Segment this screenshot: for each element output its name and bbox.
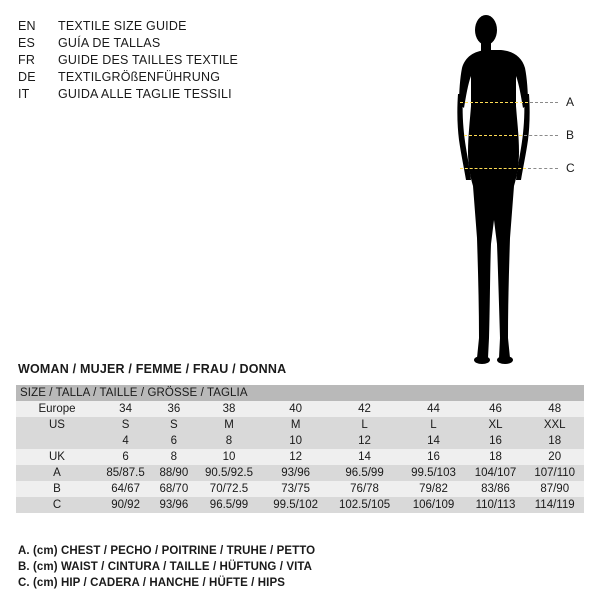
waist-leader-line [524, 135, 558, 136]
cell: 99.5/103 [411, 467, 456, 479]
cell: 6 [170, 435, 178, 447]
footnote-waist: B. (cm) WAIST / CINTURA / TAILLE / HÜFTUNG / VITA [18, 561, 313, 573]
language-row [18, 69, 318, 86]
cell: 93/96 [281, 467, 310, 479]
table-row [16, 417, 584, 433]
cell: 106/109 [412, 499, 455, 511]
cell: XL [488, 419, 503, 431]
cell: 12 [289, 451, 303, 463]
cell: 4 [122, 435, 129, 447]
measure-label-a: A [566, 95, 575, 109]
table-row [16, 401, 584, 417]
cell: 85/87.5 [106, 467, 145, 479]
language-row [18, 18, 318, 35]
language-code: FR [18, 53, 36, 67]
table-row [16, 449, 584, 465]
cell: 16 [489, 435, 502, 447]
table-row [16, 497, 584, 513]
cell: L [430, 419, 437, 431]
section-title: WOMAN / MUJER / FEMME / FRAU / DONNA [18, 362, 287, 376]
cell: L [361, 419, 368, 431]
language-title: GUIDE DES TAILLES TEXTILE [58, 53, 239, 67]
measure-label-c: C [566, 161, 575, 175]
chest-leader-line [530, 102, 558, 103]
cell: M [290, 419, 301, 431]
cell: 42 [358, 403, 371, 415]
cell: 76/78 [350, 483, 379, 495]
language-title: GUIDA ALLE TAGLIE TESSILI [58, 87, 232, 101]
hip-measure-line [460, 168, 526, 169]
cell: 10 [289, 435, 303, 447]
language-code: EN [18, 19, 36, 33]
cell: 8 [170, 451, 178, 463]
cell: 18 [489, 451, 502, 463]
cell: 46 [489, 403, 502, 415]
cell: 48 [548, 403, 562, 415]
cell: 88/90 [159, 467, 189, 479]
cell: XXL [543, 419, 566, 431]
language-row [18, 86, 318, 103]
cell: 104/107 [474, 467, 517, 479]
footnote-hip: C. (cm) HIP / CADERA / HANCHE / HÜFTE / HIPS [18, 577, 286, 589]
cell: 34 [119, 403, 132, 415]
table-row [16, 465, 584, 481]
row-label [16, 433, 98, 449]
cell: 64/67 [111, 483, 140, 495]
cell: 90/92 [111, 499, 140, 511]
table-header-label: SIZE / TALLA / TAILLE / GRÖSSE / TAGLIA [20, 387, 248, 399]
row-label: UK [49, 451, 65, 463]
cell: S [170, 419, 178, 431]
size-table [16, 385, 584, 513]
footnote-chest: A. (cm) CHEST / PECHO / POITRINE / TRUHE / PETTO [18, 545, 316, 557]
footnotes-block [18, 543, 578, 591]
language-title: TEXTILE SIZE GUIDE [58, 19, 187, 33]
cell: 110/113 [475, 499, 516, 511]
female-body-icon [430, 8, 590, 378]
cell: 6 [122, 451, 129, 463]
cell: 16 [427, 451, 440, 463]
chest-measure-line [460, 102, 528, 103]
cell: 96.5/99 [345, 467, 384, 479]
row-label: US [49, 419, 65, 431]
cell: 8 [225, 435, 233, 447]
row-label: C [52, 499, 62, 511]
cell: 102.5/105 [338, 499, 391, 511]
language-code: IT [18, 87, 30, 101]
table-row [16, 433, 584, 449]
cell: 12 [358, 435, 371, 447]
cell: 70/72.5 [209, 483, 249, 495]
cell: 40 [289, 403, 303, 415]
language-row [18, 35, 318, 52]
cell: 96.5/99 [209, 499, 249, 511]
size-table-wrapper [16, 385, 584, 513]
hip-leader-line [528, 168, 558, 169]
cell: M [224, 419, 234, 431]
cell: 38 [222, 403, 236, 415]
language-title: GUÍA DE TALLAS [58, 36, 161, 50]
cell: 114/119 [534, 499, 575, 511]
measure-label-b: B [566, 128, 575, 142]
table-row [16, 481, 584, 497]
language-code: ES [18, 36, 36, 50]
cell: 73/75 [281, 483, 310, 495]
cell: S [121, 419, 130, 431]
cell: 99.5/102 [273, 499, 318, 511]
cell: 68/70 [159, 483, 189, 495]
row-label: A [53, 467, 61, 479]
row-label: Europe [38, 403, 76, 415]
cell: 10 [222, 451, 236, 463]
cell: 44 [427, 403, 440, 415]
cell: 93/96 [159, 499, 189, 511]
cell: 83/86 [481, 483, 510, 495]
cell: 87/90 [540, 483, 570, 495]
language-code: DE [18, 70, 36, 84]
female-silhouette-figure [430, 8, 590, 378]
row-label: B [53, 483, 61, 495]
waist-measure-line [464, 135, 522, 136]
language-header-block [18, 18, 318, 103]
language-title: TEXTILGRÖßENFÜHRUNG [58, 70, 221, 84]
cell: 14 [358, 451, 371, 463]
cell: 14 [427, 435, 440, 447]
cell: 107/110 [534, 467, 576, 479]
table-header-row [16, 385, 584, 401]
cell: 18 [548, 435, 562, 447]
cell: 79/82 [419, 483, 448, 495]
cell: 36 [167, 403, 181, 415]
cell: 20 [548, 451, 562, 463]
cell: 90.5/92.5 [205, 467, 253, 479]
language-row [18, 52, 318, 69]
